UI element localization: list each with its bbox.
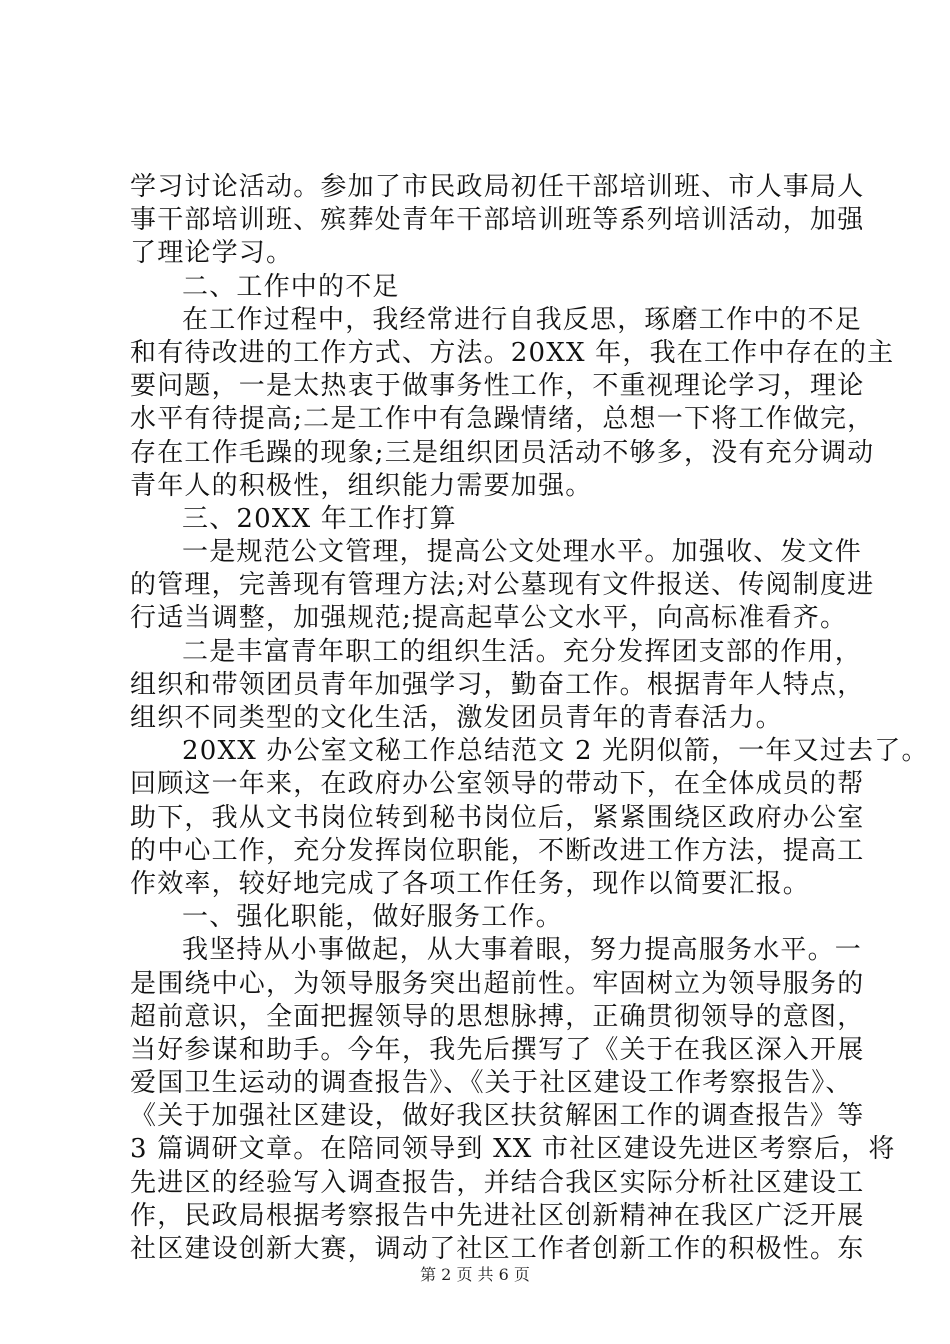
text-line: 一是规范公文管理，提高公文处理水平。加强收、发文件 — [182, 537, 863, 568]
text-line: 作，民政局根据考察报告中先进社区创新精神在我区广泛开展 — [130, 1200, 865, 1231]
text-line: 先进区的经验写入调查报告，并结合我区实际分析社区建设工 — [130, 1167, 865, 1198]
text-line: 二是丰富青年职工的组织生活。充分发挥团支部的作用， — [182, 636, 863, 667]
text-line: 3 篇调研文章。在陪同领导到 XX 市社区建设先进区考察后，将 — [130, 1134, 896, 1165]
text-line: 当好参谋和助手。今年，我先后撰写了《关于在我区深入开展 — [130, 1034, 865, 1065]
text-line: 超前意识，全面把握领导的思想脉搏，正确贯彻领导的意图， — [130, 1001, 865, 1032]
text-line: 助下，我从文书岗位转到秘书岗位后，紧紧围绕区政府办公室 — [130, 802, 865, 833]
text-line: 行适当调整，加强规范;提高起草公文水平，向高标准看齐。 — [130, 603, 848, 634]
text-line: 是围绕中心，为领导服务突出超前性。牢固树立为领导服务的 — [130, 968, 865, 999]
text-line: 爱国卫生运动的调查报告》、《关于社区建设工作考察报告》、 — [130, 1068, 853, 1099]
text-line: 三、20XX 年工作打算 — [182, 503, 457, 534]
text-line: 作效率，较好地完成了各项工作任务，现作以简要汇报。 — [130, 868, 811, 899]
text-line: 一、强化职能，做好服务工作。 — [182, 902, 563, 933]
text-line: 在工作过程中，我经常进行自我反思，琢磨工作中的不足 — [182, 304, 863, 335]
text-line: 水平有待提高;二是工作中有急躁情绪，总想一下将工作做完， — [130, 404, 875, 435]
page-footer: 第 2 页 共 6 页 — [420, 1265, 530, 1284]
text-line: 事干部培训班、殡葬处青年干部培训班等系列培训活动，加强 — [130, 205, 865, 236]
text-line: 的中心工作，充分发挥岗位职能，不断改进工作方法，提高工 — [130, 835, 865, 866]
text-line: 20XX 办公室文秘工作总结范文 2 光阴似箭，一年又过去了。 — [182, 736, 929, 767]
text-line: 社区建设创新大赛，调动了社区工作者创新工作的积极性。东 — [130, 1234, 865, 1264]
text-line: 回顾这一年来，在政府办公室领导的带动下，在全体成员的帮 — [130, 769, 865, 800]
text-line: 和有待改进的工作方式、方法。20XX 年，我在工作中存在的主 — [130, 337, 895, 368]
text-line: 我坚持从小事做起，从大事着眼，努力提高服务水平。一 — [182, 935, 863, 966]
text-line: 的管理，完善现有管理方法;对公墓现有文件报送、传阅制度进 — [130, 570, 875, 601]
text-line: 《关于加强社区建设，做好我区扶贫解困工作的调查报告》等 — [130, 1101, 865, 1132]
text-line: 了理论学习。 — [130, 238, 294, 269]
text-line: 青年人的积极性，组织能力需要加强。 — [130, 470, 593, 501]
text-line: 组织和带领团员青年加强学习，勤奋工作。根据青年人特点， — [130, 669, 865, 700]
text-line: 组织不同类型的文化生活，激发团员青年的青春活力。 — [130, 703, 783, 733]
text-line: 存在工作毛躁的现象;三是组织团员活动不够多，没有充分调动 — [130, 437, 875, 468]
text-line: 二、工作中的不足 — [182, 271, 400, 302]
text-line: 要问题，一是太热衷于做事务性工作，不重视理论学习，理论 — [130, 371, 865, 402]
document-body — [130, 171, 929, 1266]
text-line: 学习讨论活动。参加了市民政局初任干部培训班、市人事局人 — [130, 172, 865, 202]
